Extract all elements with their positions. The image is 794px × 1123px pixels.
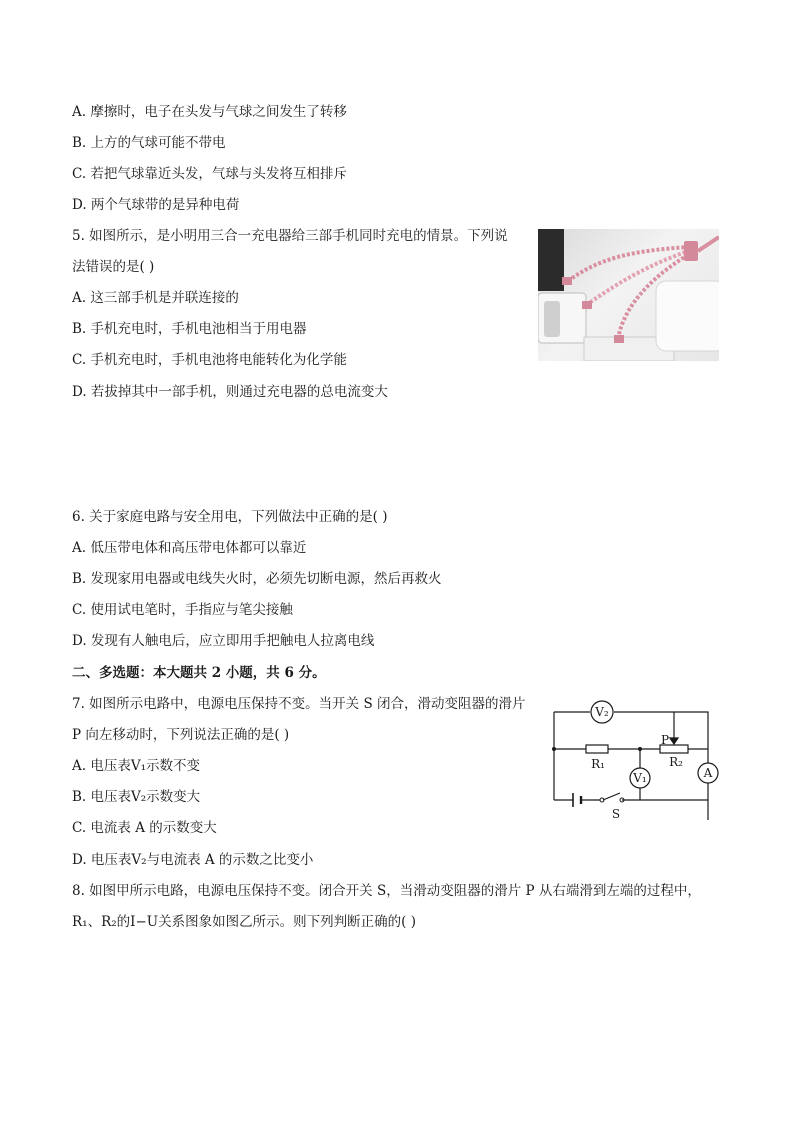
q7-option-d: D. 电压表V₂与电流表 A 的示数之比变小 — [72, 852, 314, 868]
q6-stem: 6. 关于家庭电路与安全用电，下列做法中正确的是( ) — [72, 509, 388, 525]
q7-circuit-diagram — [548, 700, 728, 825]
charger-photo — [538, 229, 719, 361]
section-heading — [72, 664, 326, 682]
q6-option-c: C. 使用试电笔时，手指应与笔尖接触 — [72, 602, 293, 618]
phone-camera — [544, 301, 560, 337]
phone-dark — [538, 229, 564, 291]
q6-option-b: B. 发现家用电器或电线失火时，必须先切断电源，然后再救火 — [72, 571, 442, 587]
cable-1 — [568, 247, 688, 281]
q5-option-a: A. 这三部手机是并联连接的 — [72, 290, 239, 306]
wire-top-right — [611, 712, 708, 821]
plug-1 — [562, 277, 572, 285]
section-count: 2 — [211, 665, 222, 681]
power-bank — [656, 281, 719, 351]
q8-stem-line2: R₁、R₂的I−U关系图象如图乙所示。则下列判断正确的( ) — [72, 914, 416, 930]
q5-stem-line2: 法错误的是( ) — [72, 259, 155, 275]
plug-3 — [614, 335, 624, 343]
q4-option-a: A. 摩擦时，电子在头发与气球之间发生了转移 — [72, 104, 347, 120]
label-v1: V₁ — [633, 771, 647, 785]
q8-stem-line1: 8. 如图甲所示电路，电源电压保持不变。闭合开关 S，当滑动变阻器的滑片 P 从右端滑到左端的过程中， — [72, 883, 701, 899]
q6-option-d: D. 发现有人触电后，应立即用手把触电人拉离电线 — [72, 633, 375, 649]
label-s: S — [611, 807, 621, 821]
q5-option-b: B. 手机充电时，手机电池相当于用电器 — [72, 321, 307, 337]
label-r2: R₂ — [669, 755, 683, 769]
q5-stem-line1: 5. 如图所示，是小明用三合一充电器给三部手机同时充电的情景。下列说 — [72, 228, 508, 244]
q7-option-c: C. 电流表 A 的示数变大 — [72, 820, 217, 836]
q6-option-a: A. 低压带电体和高压带电体都可以靠近 — [72, 540, 307, 556]
charger-illustration — [538, 229, 719, 361]
q5-option-d: D. 若拔掉其中一部手机，则通过充电器的总电流变大 — [72, 384, 388, 400]
section-suffix: 分。 — [293, 665, 326, 681]
q7-option-a: A. 电压表V₁示数不变 — [72, 758, 200, 774]
q7-stem-line1: 7. 如图所示电路中，电源电压保持不变。当开关 S 闭合，滑动变阻器的滑片 — [72, 696, 526, 712]
junction-2 — [552, 747, 556, 751]
q7-stem-line2: P 向左移动时，下列说法正确的是( ) — [72, 727, 290, 743]
resistor-r1 — [586, 745, 608, 753]
label-r1: R₁ — [591, 757, 605, 771]
q4-option-b: B. 上方的气球可能不带电 — [72, 135, 226, 151]
slider-arrow — [670, 738, 678, 744]
switch-lever — [603, 793, 620, 800]
section-prefix: 二、多选题：本大题共 — [72, 665, 212, 681]
q7-option-b: B. 电压表V₂示数变大 — [72, 789, 201, 805]
label-v2: V₂ — [595, 705, 609, 719]
section-mid: 小题，共 — [221, 665, 285, 681]
plug-2 — [582, 301, 592, 309]
cable-hub — [684, 241, 698, 261]
junction-1 — [638, 747, 642, 751]
label-p: P — [660, 733, 670, 747]
cable-main — [698, 237, 719, 251]
label-a: A — [703, 766, 713, 780]
q4-option-d: D. 两个气球带的是异种电荷 — [72, 197, 240, 213]
q4-option-c: C. 若把气球靠近头发，气球与头发将互相排斥 — [72, 166, 347, 182]
q5-option-c: C. 手机充电时，手机电池将电能转化为化学能 — [72, 352, 347, 368]
section-score: 6 — [284, 665, 294, 681]
